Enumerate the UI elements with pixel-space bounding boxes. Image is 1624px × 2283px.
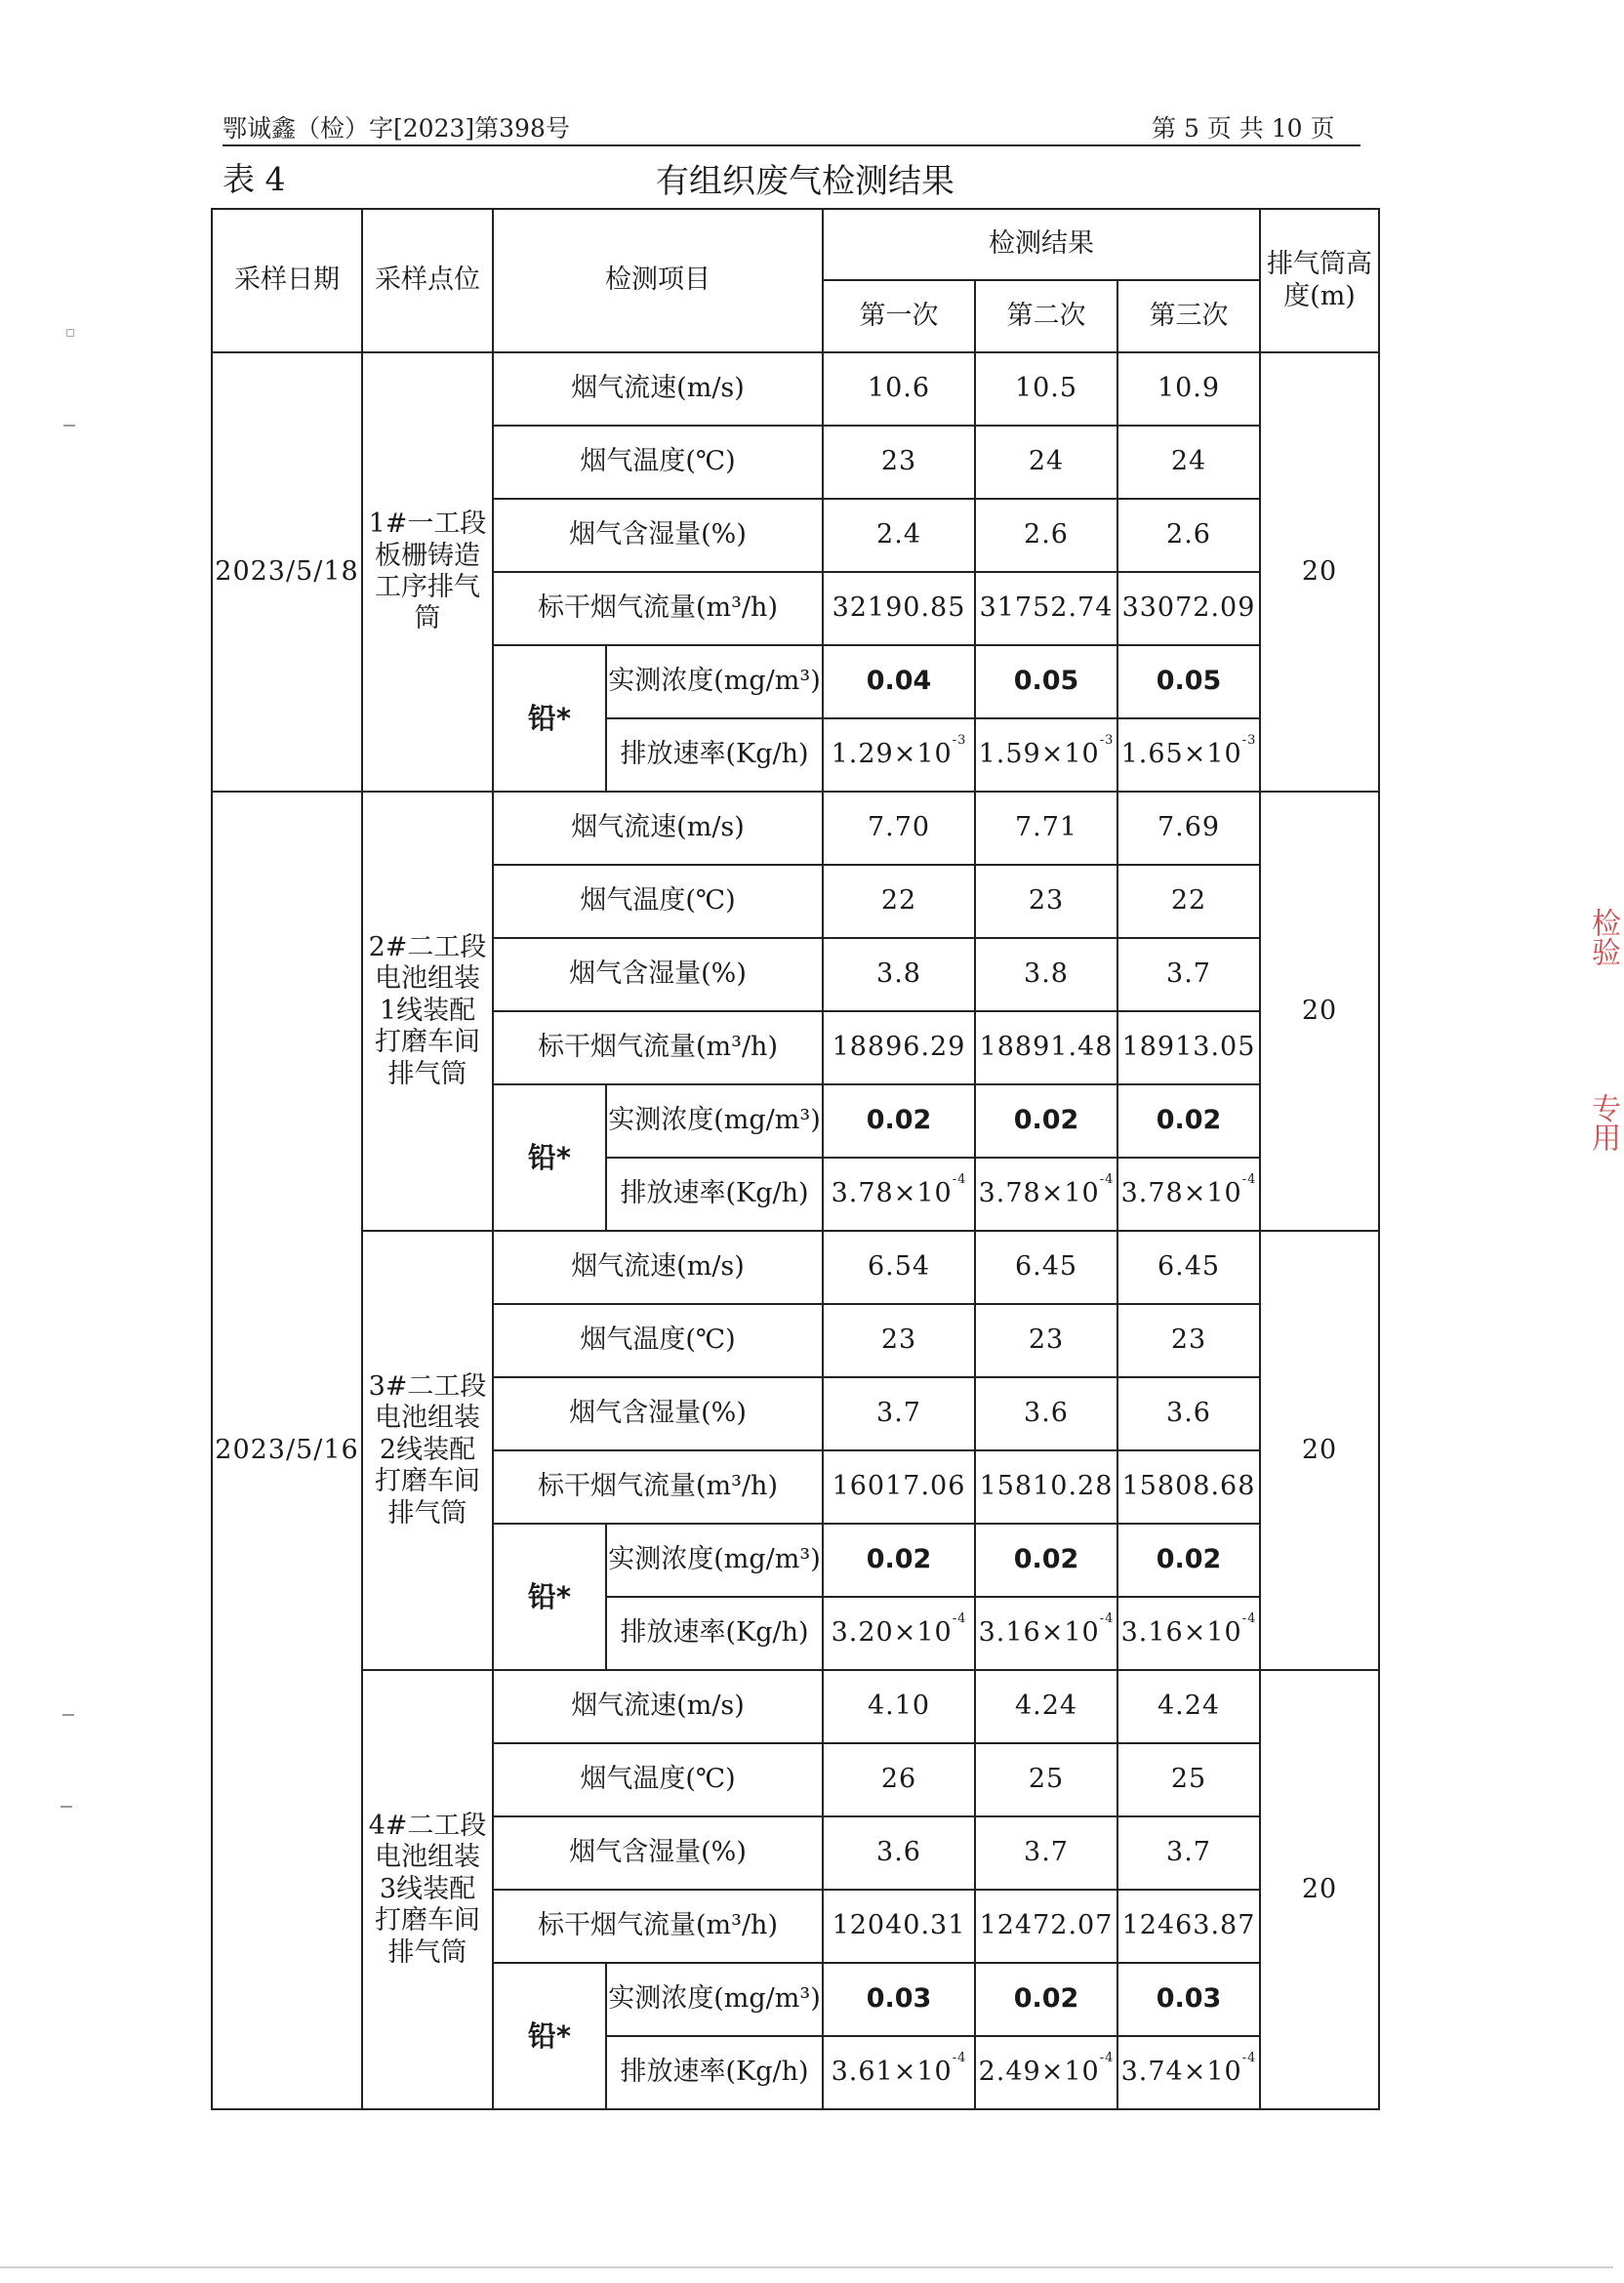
value-cell: 3.8 bbox=[975, 938, 1117, 1011]
sampling-location: 2#二工段电池组装1线装配打磨车间排气筒 bbox=[362, 792, 493, 1231]
rate-base: 3.78×10 bbox=[978, 1178, 1100, 1209]
value-cell: 0.02 bbox=[1117, 1524, 1260, 1597]
table-row bbox=[212, 792, 1379, 865]
item-label: 烟气温度(℃) bbox=[493, 1304, 823, 1377]
table-row bbox=[212, 1670, 1379, 1743]
item-label: 实测浓度(mg/m³) bbox=[606, 1084, 823, 1158]
value-cell: 3.7 bbox=[1117, 1816, 1260, 1890]
rate-base: 1.65×10 bbox=[1120, 739, 1242, 770]
sampling-location: 3#二工段电池组装2线装配打磨车间排气筒 bbox=[362, 1231, 493, 1670]
value-cell: 3.7 bbox=[823, 1377, 975, 1450]
item-label: 排放速率(Kg/h) bbox=[606, 1158, 823, 1231]
rate-base: 1.59×10 bbox=[978, 739, 1100, 770]
item-label: 实测浓度(mg/m³) bbox=[606, 645, 823, 718]
rate-exponent: -3 bbox=[1099, 733, 1115, 749]
scan-mark bbox=[61, 1806, 72, 1808]
value-cell bbox=[975, 2036, 1117, 2109]
item-label: 烟气含湿量(%) bbox=[493, 1816, 823, 1890]
value-cell: 3.7 bbox=[1117, 938, 1260, 1011]
value-cell bbox=[1117, 1597, 1260, 1670]
sampling-location: 4#二工段电池组装3线装配打磨车间排气筒 bbox=[362, 1670, 493, 2109]
value-cell: 0.05 bbox=[1117, 645, 1260, 718]
pollutant-lead: 铅* bbox=[493, 1963, 606, 2109]
value-cell: 23 bbox=[823, 1304, 975, 1377]
value-cell: 23 bbox=[975, 1304, 1117, 1377]
value-cell bbox=[823, 1158, 975, 1231]
value-cell bbox=[975, 718, 1117, 792]
value-cell: 0.02 bbox=[975, 1084, 1117, 1158]
item-label: 标干烟气流量(m³/h) bbox=[493, 1450, 823, 1524]
scan-mark bbox=[62, 1714, 74, 1716]
value-cell: 10.5 bbox=[975, 352, 1117, 426]
rate-base: 3.78×10 bbox=[1120, 1178, 1242, 1209]
value-cell bbox=[1117, 1158, 1260, 1231]
rate-base: 3.78×10 bbox=[831, 1178, 953, 1209]
document-number: 鄂诚鑫（检）字[2023]第398号 bbox=[223, 114, 570, 143]
rate-base: 3.61×10 bbox=[831, 2057, 953, 2088]
rate-base: 1.29×10 bbox=[831, 739, 953, 770]
seal-stamp-fragment: 专用 bbox=[1586, 1093, 1620, 1152]
value-cell bbox=[1117, 718, 1260, 792]
value-cell: 6.54 bbox=[823, 1231, 975, 1304]
value-cell bbox=[823, 1597, 975, 1670]
value-cell: 12472.07 bbox=[975, 1890, 1117, 1963]
item-label: 排放速率(Kg/h) bbox=[606, 2036, 823, 2109]
item-label: 烟气流速(m/s) bbox=[493, 352, 823, 426]
value-cell: 0.03 bbox=[823, 1963, 975, 2036]
scan-mark bbox=[66, 329, 74, 337]
value-cell: 0.02 bbox=[823, 1524, 975, 1597]
value-cell: 33072.09 bbox=[1117, 572, 1260, 645]
pollutant-lead: 铅* bbox=[493, 645, 606, 792]
item-label: 标干烟气流量(m³/h) bbox=[493, 572, 823, 645]
bottom-edge-line bbox=[0, 2266, 1613, 2268]
item-label: 烟气流速(m/s) bbox=[493, 1670, 823, 1743]
value-cell: 7.69 bbox=[1117, 792, 1260, 865]
value-cell: 18913.05 bbox=[1117, 1011, 1260, 1084]
value-cell: 23 bbox=[975, 865, 1117, 938]
table-number: 表 4 bbox=[223, 160, 286, 198]
value-cell: 0.02 bbox=[975, 1524, 1117, 1597]
sampling-date: 2023/5/18 bbox=[212, 352, 362, 792]
table-row bbox=[212, 352, 1379, 426]
value-cell: 0.03 bbox=[1117, 1963, 1260, 2036]
value-cell: 25 bbox=[975, 1743, 1117, 1816]
rate-exponent: -4 bbox=[1241, 1172, 1257, 1188]
seal-stamp-fragment: 检验 bbox=[1586, 908, 1620, 966]
value-cell: 26 bbox=[823, 1743, 975, 1816]
value-cell: 31752.74 bbox=[975, 572, 1117, 645]
item-label: 排放速率(Kg/h) bbox=[606, 1597, 823, 1670]
table-row bbox=[212, 1231, 1379, 1304]
value-cell: 24 bbox=[1117, 426, 1260, 499]
value-cell: 2.4 bbox=[823, 499, 975, 572]
rate-exponent: -4 bbox=[1099, 1611, 1115, 1627]
rate-base: 3.20×10 bbox=[831, 1617, 953, 1649]
rate-exponent: -4 bbox=[952, 1611, 967, 1627]
value-cell: 3.6 bbox=[975, 1377, 1117, 1450]
value-cell: 4.24 bbox=[975, 1670, 1117, 1743]
value-cell: 7.70 bbox=[823, 792, 975, 865]
item-label: 烟气温度(℃) bbox=[493, 426, 823, 499]
header-run-1: 第一次 bbox=[823, 280, 975, 352]
pollutant-lead: 铅* bbox=[493, 1524, 606, 1670]
sampling-location: 1#一工段板栅铸造工序排气筒 bbox=[362, 352, 493, 792]
header-run-3: 第三次 bbox=[1117, 280, 1260, 352]
value-cell: 3.6 bbox=[1117, 1377, 1260, 1450]
header-run-2: 第二次 bbox=[975, 280, 1117, 352]
item-label: 实测浓度(mg/m³) bbox=[606, 1963, 823, 2036]
rate-base: 3.74×10 bbox=[1120, 2057, 1242, 2088]
value-cell bbox=[823, 2036, 975, 2109]
value-cell: 23 bbox=[823, 426, 975, 499]
item-label: 烟气温度(℃) bbox=[493, 865, 823, 938]
value-cell: 2.6 bbox=[1117, 499, 1260, 572]
value-cell: 10.6 bbox=[823, 352, 975, 426]
value-cell: 3.7 bbox=[975, 1816, 1117, 1890]
item-label: 标干烟气流量(m³/h) bbox=[493, 1011, 823, 1084]
value-cell: 24 bbox=[975, 426, 1117, 499]
rate-exponent: -3 bbox=[952, 733, 967, 749]
item-label: 烟气流速(m/s) bbox=[493, 1231, 823, 1304]
rate-exponent: -4 bbox=[1099, 1172, 1115, 1188]
value-cell: 7.71 bbox=[975, 792, 1117, 865]
value-cell: 12040.31 bbox=[823, 1890, 975, 1963]
value-cell: 15810.28 bbox=[975, 1450, 1117, 1524]
item-label: 烟气含湿量(%) bbox=[493, 499, 823, 572]
header-date: 采样日期 bbox=[212, 209, 362, 352]
stack-height: 20 bbox=[1260, 352, 1379, 792]
rate-exponent: -3 bbox=[1241, 733, 1257, 749]
value-cell: 4.24 bbox=[1117, 1670, 1260, 1743]
rate-base: 2.49×10 bbox=[978, 2057, 1100, 2088]
header-rule bbox=[223, 144, 1360, 146]
results-table bbox=[211, 208, 1380, 2110]
pollutant-lead: 铅* bbox=[493, 1084, 606, 1231]
value-cell: 22 bbox=[1117, 865, 1260, 938]
item-label: 标干烟气流量(m³/h) bbox=[493, 1890, 823, 1963]
value-cell bbox=[1117, 2036, 1260, 2109]
value-cell: 0.02 bbox=[1117, 1084, 1260, 1158]
value-cell: 0.05 bbox=[975, 645, 1117, 718]
value-cell: 16017.06 bbox=[823, 1450, 975, 1524]
rate-exponent: -4 bbox=[1241, 2051, 1257, 2066]
value-cell: 18896.29 bbox=[823, 1011, 975, 1084]
header-location: 采样点位 bbox=[362, 209, 493, 352]
rate-base: 3.16×10 bbox=[978, 1617, 1100, 1649]
page-indicator: 第 5 页 共 10 页 bbox=[1152, 114, 1335, 143]
value-cell bbox=[975, 1158, 1117, 1231]
value-cell: 23 bbox=[1117, 1304, 1260, 1377]
value-cell: 32190.85 bbox=[823, 572, 975, 645]
value-cell: 3.6 bbox=[823, 1816, 975, 1890]
rate-exponent: -4 bbox=[952, 1172, 967, 1188]
item-label: 烟气含湿量(%) bbox=[493, 1377, 823, 1450]
value-cell: 10.9 bbox=[1117, 352, 1260, 426]
value-cell: 18891.48 bbox=[975, 1011, 1117, 1084]
value-cell: 15808.68 bbox=[1117, 1450, 1260, 1524]
header-height: 排气筒高度(m) bbox=[1260, 209, 1379, 352]
scan-mark bbox=[63, 425, 75, 427]
value-cell: 6.45 bbox=[1117, 1231, 1260, 1304]
rate-exponent: -4 bbox=[952, 2051, 967, 2066]
header-result: 检测结果 bbox=[823, 209, 1260, 280]
value-cell: 3.8 bbox=[823, 938, 975, 1011]
item-label: 实测浓度(mg/m³) bbox=[606, 1524, 823, 1597]
item-label: 烟气含湿量(%) bbox=[493, 938, 823, 1011]
item-label: 烟气温度(℃) bbox=[493, 1743, 823, 1816]
value-cell: 0.04 bbox=[823, 645, 975, 718]
value-cell: 0.02 bbox=[975, 1963, 1117, 2036]
rate-base: 3.16×10 bbox=[1120, 1617, 1242, 1649]
table-title: 有组织废气检测结果 bbox=[656, 162, 954, 201]
sampling-date: 2023/5/16 bbox=[212, 792, 362, 2109]
stack-height: 20 bbox=[1260, 792, 1379, 1231]
item-label: 排放速率(Kg/h) bbox=[606, 718, 823, 792]
value-cell bbox=[823, 718, 975, 792]
item-label: 烟气流速(m/s) bbox=[493, 792, 823, 865]
value-cell: 2.6 bbox=[975, 499, 1117, 572]
stack-height: 20 bbox=[1260, 1231, 1379, 1670]
header-item: 检测项目 bbox=[493, 209, 823, 352]
value-cell: 12463.87 bbox=[1117, 1890, 1260, 1963]
value-cell: 6.45 bbox=[975, 1231, 1117, 1304]
rate-exponent: -4 bbox=[1241, 1611, 1257, 1627]
rate-exponent: -4 bbox=[1099, 2051, 1115, 2066]
value-cell: 22 bbox=[823, 865, 975, 938]
stack-height: 20 bbox=[1260, 1670, 1379, 2109]
value-cell: 25 bbox=[1117, 1743, 1260, 1816]
value-cell: 4.10 bbox=[823, 1670, 975, 1743]
value-cell: 0.02 bbox=[823, 1084, 975, 1158]
value-cell bbox=[975, 1597, 1117, 1670]
